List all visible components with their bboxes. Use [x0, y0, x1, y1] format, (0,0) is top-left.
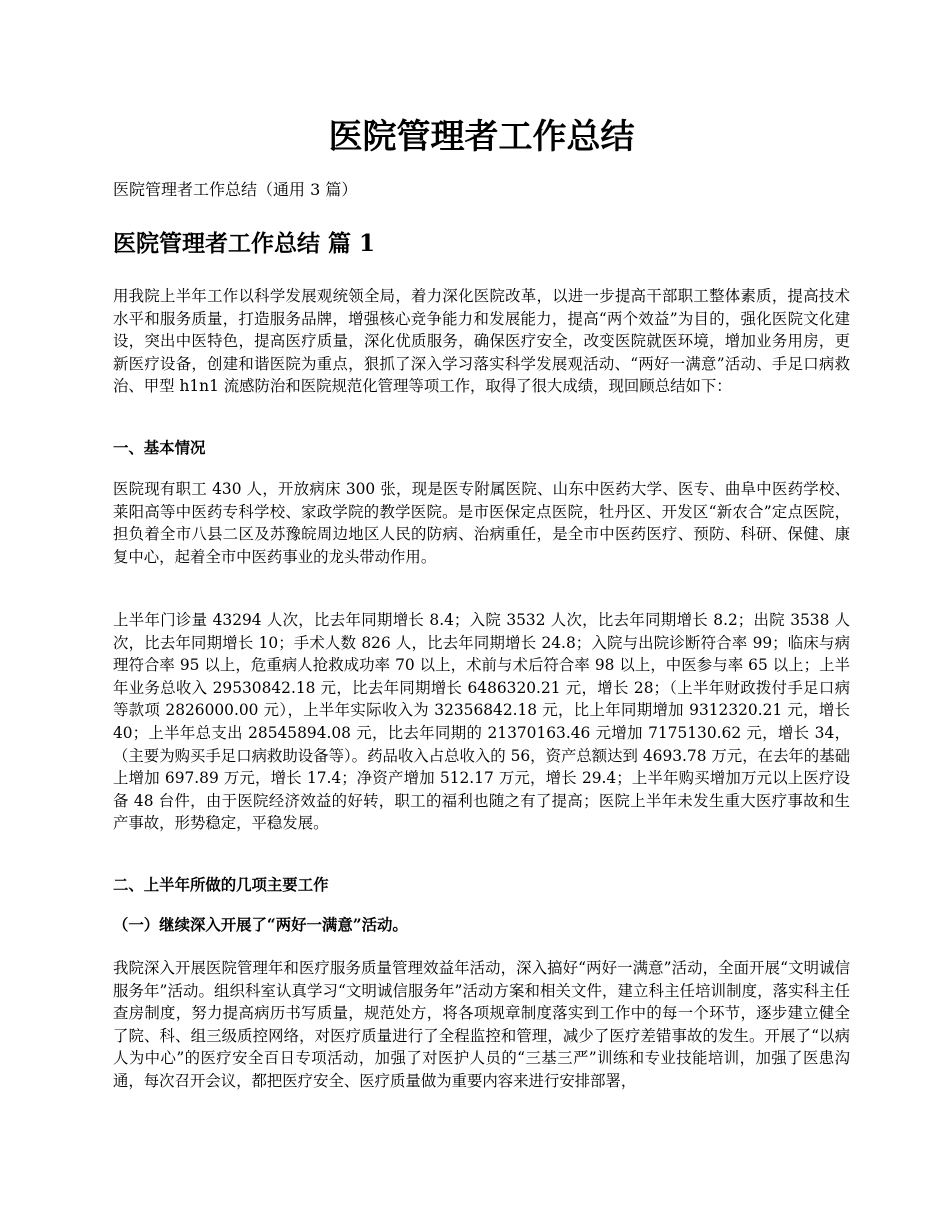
basic-paragraph-2: 上半年门诊量 43294 人次，比去年同期增长 8.4；入院 3532 人次，比去年同期增长 8.2；出院 3538 人次，比去年同期增长 10；手术人数 826 人，比去年同期增长 24.8；入院与出院诊断符合率 99；临床与病理符合率 95 以上，危重病人抢救成功率 70 以上，术前与术后符合率 98 以上，中医参与率 65 以上；上半年业务总收入 29530842.18 元，比去年同期增长 6486320.21 元，增长 28；（上半年财政拨付手足口病等款项 2826000.00 元），上半年实际收入为 32356842.18 元，比上年同期增加 9312320.21 元，增长 40；上半年总支出 28545894.08 元，比去年同期的 21370163.46 元增加 7175130.62 元，增长 34，（主要为购买手足口病救助设备等）。药品收入占总收入的 56，资产总额达到 4693.78 万元，在去年的基础上增加 697.89 万元，增长 17.4；净资产增加 512.17 万元，增长 29.4；上半年购买增加万元以上医疗设备 48 台件，由于医院经济效益的好转，职工的福利也随之有了提高；医院上半年未发生重大医疗事故和生产事故，形势稳定，平稳发展。 — [113, 611, 850, 833]
basic-paragraph-1: 医院现有职工 430 人，开放病床 300 张，现是医专附属医院、山东中医药大学、医专、曲阜中医药学校、莱阳高等中医药专科学校、家政学院的教学医院。是市医保定点医院，牡丹区、开发区“新农合”定点医院，担负着全市八县二区及苏豫皖周边地区人民的防病、治病重任，是全市中医药医疗、预防、科研、保健、康复中心，起着全市中医药事业的龙头带动作用。 — [113, 480, 850, 566]
heading-main-work: 二、上半年所做的几项主要工作 — [113, 876, 329, 894]
document-subtitle: 医院管理者工作总结（通用 3 篇） — [113, 180, 358, 199]
document-title: 医院管理者工作总结 — [328, 117, 635, 157]
section-heading: 医院管理者工作总结 篇 1 — [113, 230, 376, 257]
heading-work-item-1: （一）继续深入开展了“两好一满意”活动。 — [113, 916, 408, 934]
work-paragraph-1: 我院深入开展医院管理年和医疗服务质量管理效益年活动，深入搞好“两好一满意”活动，全面开展“文明诚信服务年”活动。组织科室认真学习“文明诚信服务年”活动方案和相关文件，建立科主任培训制度，落实科主任查房制度，努力提高病历书写质量，规范处方，将各项规章制度落实到工作中的每一个环节，逐步建立健全了院、科、组三级质控网络，对医疗质量进行了全程监控和管理，减少了医疗差错事故的发生。开展了“以病人为中心”的医疗安全百日专项活动，加强了对医护人员的“三基三严”训练和专业技能培训，加强了医患沟通，每次召开会议，都把医疗安全、医疗质量做为重要内容来进行安排部署， — [113, 959, 850, 1090]
heading-basic-situation: 一、基本情况 — [113, 439, 206, 457]
intro-paragraph: 用我院上半年工作以科学发展观统领全局，着力深化医院改革，以进一步提高干部职工整体素质，提高技术水平和服务质量，打造服务品牌，增强核心竞争能力和发展能力，提高“两个效益”为目的，强化医院文化建设，突出中医特色，提高医疗质量，深化优质服务，确保医疗安全，改变医院就医环境，增加业务用房，更新医疗设备，创建和谐医院为重点，狠抓了深入学习落实科学发展观活动、“两好一满意”活动、手足口病救治、甲型 h1n1 流感防治和医院规范化管理等项工作，取得了很大成绩，现回顾总结如下： — [113, 287, 850, 396]
